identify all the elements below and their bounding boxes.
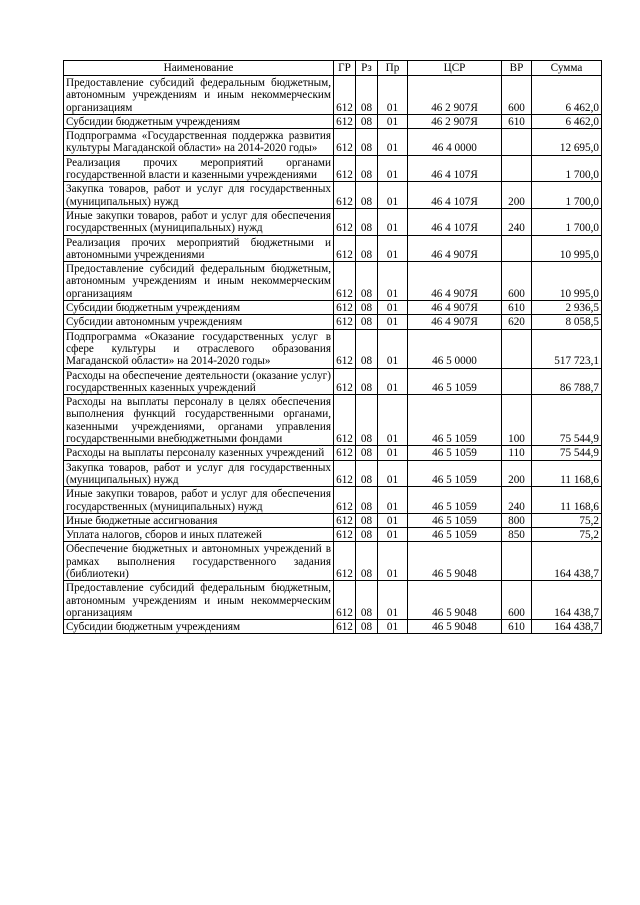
cell-name: Уплата налогов, сборов и иных платежей (64, 528, 334, 542)
table-row (64, 513, 602, 527)
cell-sum: 1 700,0 (532, 182, 602, 209)
cell-name: Иные бюджетные ассигнования (64, 513, 334, 527)
cell-name: Субсидии бюджетным учреждениям (64, 301, 334, 315)
cell-rz: 08 (356, 395, 378, 446)
cell-name: Предоставление субсидий федеральным бюджетным, автономным учреждениям и иным некоммерческим организациям (64, 76, 334, 115)
cell-csr: 46 4 0000 (408, 129, 502, 156)
cell-sum: 75,2 (532, 513, 602, 527)
cell-vr: 200 (502, 182, 532, 209)
cell-name: Расходы на обеспечение деятельности (оказание услуг) государственных казенных учреждений (64, 368, 334, 395)
cell-pr: 01 (378, 315, 408, 329)
header-rz: Рз (356, 61, 378, 76)
cell-csr: 46 4 107Я (408, 155, 502, 182)
header-vr: ВР (502, 61, 532, 76)
cell-csr: 46 5 9048 (408, 620, 502, 634)
cell-pr: 01 (378, 76, 408, 115)
cell-gr: 612 (334, 620, 356, 634)
cell-pr: 01 (378, 155, 408, 182)
cell-sum: 164 438,7 (532, 581, 602, 620)
cell-vr (502, 368, 532, 395)
table-row (64, 76, 602, 115)
cell-sum: 6 462,0 (532, 114, 602, 128)
cell-vr: 110 (502, 446, 532, 460)
cell-gr: 612 (334, 460, 356, 487)
cell-sum: 10 995,0 (532, 235, 602, 262)
cell-gr: 612 (334, 315, 356, 329)
cell-csr: 46 4 107Я (408, 182, 502, 209)
cell-rz: 08 (356, 528, 378, 542)
cell-csr: 46 4 907Я (408, 262, 502, 301)
cell-vr: 100 (502, 395, 532, 446)
cell-pr: 01 (378, 487, 408, 514)
budget-table (63, 60, 602, 634)
table-row (64, 301, 602, 315)
table-row (64, 315, 602, 329)
cell-rz: 08 (356, 315, 378, 329)
cell-sum: 11 168,6 (532, 487, 602, 514)
table-header-row (64, 61, 602, 76)
header-csr: ЦСР (408, 61, 502, 76)
cell-vr: 800 (502, 513, 532, 527)
cell-sum: 10 995,0 (532, 262, 602, 301)
table-row (64, 155, 602, 182)
cell-name: Закупка товаров, работ и услуг для государственных (муниципальных) нужд (64, 182, 334, 209)
cell-name: Иные закупки товаров, работ и услуг для обеспечения государственных (муниципальных) нужд (64, 208, 334, 235)
cell-name: Расходы на выплаты персоналу в целях обеспечения выполнения функций государственными органами, казенными учреждениями, органами управления государственными внебюджетными фондами (64, 395, 334, 446)
cell-sum: 2 936,5 (532, 301, 602, 315)
table-row (64, 129, 602, 156)
cell-gr: 612 (334, 155, 356, 182)
cell-gr: 612 (334, 542, 356, 581)
cell-sum: 11 168,6 (532, 460, 602, 487)
cell-rz: 08 (356, 129, 378, 156)
cell-sum: 6 462,0 (532, 76, 602, 115)
header-gr: ГР (334, 61, 356, 76)
cell-vr: 600 (502, 76, 532, 115)
cell-csr: 46 5 9048 (408, 542, 502, 581)
cell-rz: 08 (356, 513, 378, 527)
cell-rz: 08 (356, 581, 378, 620)
cell-name: Субсидии бюджетным учреждениям (64, 620, 334, 634)
table-body (64, 76, 602, 634)
cell-rz: 08 (356, 208, 378, 235)
cell-csr: 46 5 1059 (408, 513, 502, 527)
table-row (64, 487, 602, 514)
cell-rz: 08 (356, 235, 378, 262)
cell-csr: 46 5 1059 (408, 446, 502, 460)
cell-vr: 200 (502, 460, 532, 487)
cell-gr: 612 (334, 395, 356, 446)
cell-csr: 46 4 107Я (408, 208, 502, 235)
header-name: Наименование (64, 61, 334, 76)
table-row (64, 262, 602, 301)
cell-gr: 612 (334, 446, 356, 460)
cell-vr (502, 542, 532, 581)
table-row (64, 620, 602, 634)
cell-rz: 08 (356, 329, 378, 368)
cell-sum: 1 700,0 (532, 155, 602, 182)
cell-gr: 612 (334, 182, 356, 209)
cell-vr: 600 (502, 581, 532, 620)
cell-name: Иные закупки товаров, работ и услуг для обеспечения государственных (муниципальных) нужд (64, 487, 334, 514)
cell-rz: 08 (356, 114, 378, 128)
cell-pr: 01 (378, 208, 408, 235)
cell-pr: 01 (378, 235, 408, 262)
cell-sum: 75 544,9 (532, 395, 602, 446)
table-row (64, 368, 602, 395)
cell-vr: 600 (502, 262, 532, 301)
cell-vr (502, 329, 532, 368)
cell-gr: 612 (334, 368, 356, 395)
cell-pr: 01 (378, 182, 408, 209)
cell-csr: 46 5 1059 (408, 528, 502, 542)
cell-name: Закупка товаров, работ и услуг для государственных (муниципальных) нужд (64, 460, 334, 487)
header-pr: Пр (378, 61, 408, 76)
cell-rz: 08 (356, 182, 378, 209)
cell-gr: 612 (334, 235, 356, 262)
cell-pr: 01 (378, 528, 408, 542)
cell-csr: 46 5 0000 (408, 329, 502, 368)
cell-vr: 850 (502, 528, 532, 542)
cell-sum: 164 438,7 (532, 620, 602, 634)
cell-sum: 12 695,0 (532, 129, 602, 156)
cell-sum: 75 544,9 (532, 446, 602, 460)
cell-pr: 01 (378, 368, 408, 395)
cell-sum: 86 788,7 (532, 368, 602, 395)
cell-gr: 612 (334, 301, 356, 315)
cell-name: Субсидии бюджетным учреждениям (64, 114, 334, 128)
cell-csr: 46 5 9048 (408, 581, 502, 620)
cell-vr: 610 (502, 301, 532, 315)
table-row (64, 542, 602, 581)
cell-csr: 46 4 907Я (408, 315, 502, 329)
cell-gr: 612 (334, 114, 356, 128)
cell-name: Предоставление субсидий федеральным бюджетным, автономным учреждениям и иным некоммерческим организациям (64, 581, 334, 620)
cell-name: Реализация прочих мероприятий бюджетными и автономными учреждениями (64, 235, 334, 262)
cell-csr: 46 5 1059 (408, 460, 502, 487)
cell-vr: 240 (502, 208, 532, 235)
cell-pr: 01 (378, 301, 408, 315)
table-row (64, 114, 602, 128)
cell-gr: 612 (334, 581, 356, 620)
cell-vr: 610 (502, 620, 532, 634)
table-row (64, 446, 602, 460)
cell-rz: 08 (356, 460, 378, 487)
cell-name: Подпрограмма «Оказание государственных услуг в сфере культуры и отраслевого образования Магаданской области» на 2014-2020 годы» (64, 329, 334, 368)
cell-gr: 612 (334, 487, 356, 514)
cell-rz: 08 (356, 301, 378, 315)
cell-vr (502, 155, 532, 182)
cell-rz: 08 (356, 487, 378, 514)
cell-vr (502, 235, 532, 262)
table-row (64, 460, 602, 487)
table-row (64, 581, 602, 620)
cell-name: Расходы на выплаты персоналу казенных учреждений (64, 446, 334, 460)
cell-csr: 46 2 907Я (408, 76, 502, 115)
cell-gr: 612 (334, 129, 356, 156)
cell-csr: 46 5 1059 (408, 368, 502, 395)
cell-gr: 612 (334, 329, 356, 368)
cell-sum: 8 058,5 (532, 315, 602, 329)
cell-rz: 08 (356, 155, 378, 182)
cell-vr (502, 129, 532, 156)
cell-pr: 01 (378, 620, 408, 634)
document-page (63, 60, 601, 634)
cell-rz: 08 (356, 368, 378, 395)
cell-rz: 08 (356, 542, 378, 581)
cell-name: Субсидии автономным учреждениям (64, 315, 334, 329)
cell-pr: 01 (378, 395, 408, 446)
table-row (64, 235, 602, 262)
cell-csr: 46 4 907Я (408, 301, 502, 315)
cell-name: Обеспечение бюджетных и автономных учреждений в рамках выполнения государственного задания (библиотеки) (64, 542, 334, 581)
cell-gr: 612 (334, 208, 356, 235)
cell-gr: 612 (334, 528, 356, 542)
cell-name: Реализация прочих мероприятий органами государственной власти и казенными учреждениями (64, 155, 334, 182)
cell-csr: 46 5 1059 (408, 487, 502, 514)
cell-sum: 164 438,7 (532, 542, 602, 581)
cell-pr: 01 (378, 460, 408, 487)
cell-vr: 610 (502, 114, 532, 128)
cell-rz: 08 (356, 620, 378, 634)
table-row (64, 329, 602, 368)
cell-sum: 517 723,1 (532, 329, 602, 368)
cell-pr: 01 (378, 262, 408, 301)
table-row (64, 528, 602, 542)
cell-rz: 08 (356, 76, 378, 115)
table-row (64, 182, 602, 209)
cell-pr: 01 (378, 329, 408, 368)
cell-rz: 08 (356, 262, 378, 301)
cell-pr: 01 (378, 446, 408, 460)
table-row (64, 208, 602, 235)
cell-csr: 46 5 1059 (408, 395, 502, 446)
cell-pr: 01 (378, 542, 408, 581)
cell-pr: 01 (378, 513, 408, 527)
cell-sum: 1 700,0 (532, 208, 602, 235)
cell-pr: 01 (378, 581, 408, 620)
table-row (64, 395, 602, 446)
cell-gr: 612 (334, 76, 356, 115)
cell-csr: 46 2 907Я (408, 114, 502, 128)
cell-name: Предоставление субсидий федеральным бюджетным, автономным учреждениям и иным некоммерческим организациям (64, 262, 334, 301)
cell-name: Подпрограмма «Государственная поддержка развития культуры Магаданской области» на 2014-2020 годы» (64, 129, 334, 156)
cell-pr: 01 (378, 114, 408, 128)
cell-rz: 08 (356, 446, 378, 460)
cell-pr: 01 (378, 129, 408, 156)
cell-sum: 75,2 (532, 528, 602, 542)
cell-vr: 620 (502, 315, 532, 329)
cell-vr: 240 (502, 487, 532, 514)
cell-gr: 612 (334, 513, 356, 527)
cell-csr: 46 4 907Я (408, 235, 502, 262)
cell-gr: 612 (334, 262, 356, 301)
header-sum: Сумма (532, 61, 602, 76)
